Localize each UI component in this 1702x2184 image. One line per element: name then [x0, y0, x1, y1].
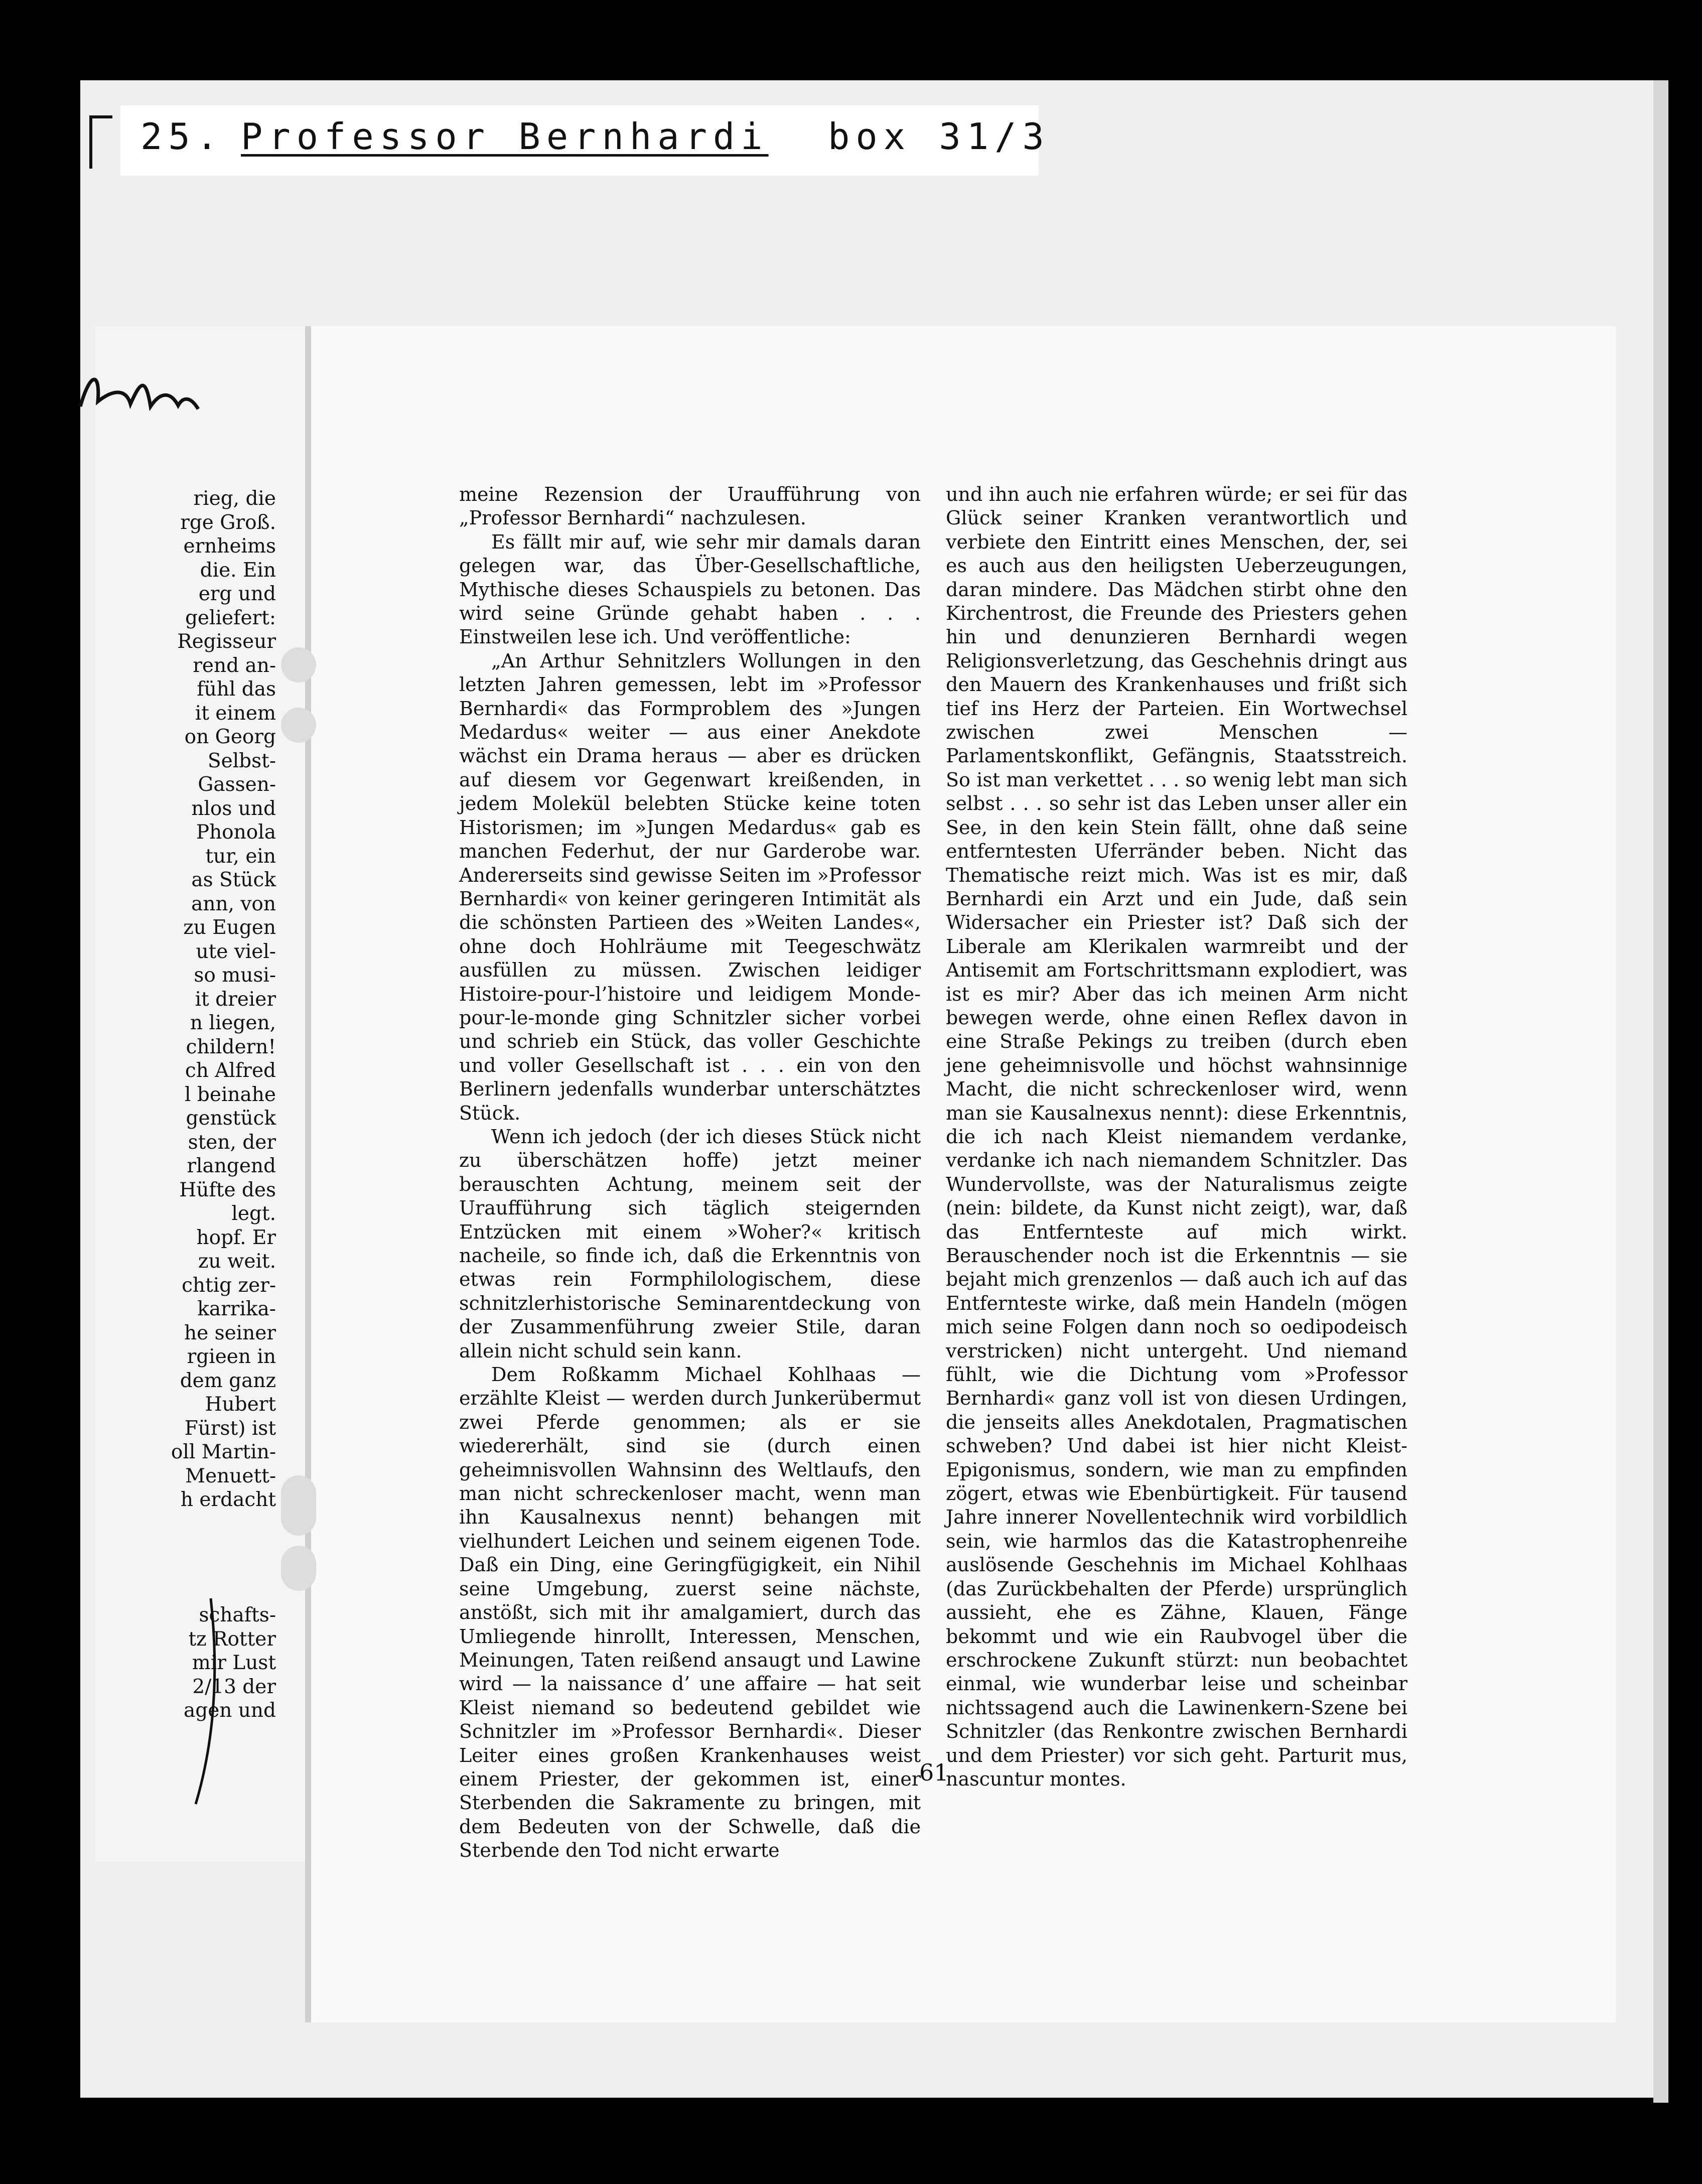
clipping-line: it dreier — [195, 988, 276, 1011]
clipping-line: fühl das — [197, 678, 276, 701]
page-mark — [281, 1475, 316, 1536]
clipping-line: rend an- — [193, 654, 276, 677]
page-mark — [281, 647, 316, 682]
sheet-edge — [1653, 80, 1668, 2103]
clipping-line: Fürst) ist — [184, 1417, 276, 1440]
clipping-line: genstück — [186, 1107, 276, 1130]
article-paragraph: und ihn auch nie erfahren würde; er sei für das Glück seiner Kranken verantwortlich und verbiete den Eintritt eines Menschen, der, sei es auch aus den heiligsten Ueberzeugungen, daran mindere. Das Mädchen stirbt ohne den Kirchentrost, die Freunde des Priesters gehen hin und denunzieren Bernhardi wegen Religionsverletzung, das Geschehnis dringt aus den Mauern des Krankenhauses und frißt sich tief ins Herz der Parteien. Ein Wortwechsel zwischen zwei Menschen — Parlamentskonflikt, Gefängnis, Staatsstreich. So ist man verkettet . . . so wenig lebt man sich selbst . . . so sehr ist das Leben unser aller ein See, in den kein Stein fällt, ohne daß seine entferntesten Uferränder beben. Nicht das Thematische reizt mich. Was ist es mir, daß Bernhardi ein Arzt und ein Jude, daß sein Widersacher ein Priester ist? Daß sich der Liberale am Klerikalen warmreibt und der Antisemit am Fortschrittsmann explodiert, was ist es mir? Aber das ich meinen Arm nicht bewegen werde, ohne einen Reflex davon in eine Straße Pekings zu treiben (durch eben jene geheimnisvolle und höchst wahnsinnige Macht, die nicht schreckenloser wird, wenn man sie Kausalnexus nennt): diese Erkenntnis, die ich nach Kleist niemandem verdanke, verdanke ich nach niemandem Schnitzler. Das Wundervollste, was der Naturalismus zeigte (nein: bildete, da Kunst nicht zeigt), war, daß das Entfernteste auf mich wirkt. Berauschender noch ist die Erkenntnis — sie bejaht mich grenzenlos — daß auch ich auf das Entfernteste wirke, daß mein Handeln (mögen mich seine Folgen dann noch so oedipodeisch verstricken) nicht untergeht. Und niemand fühlt, wie die Dichtung vom »Professor Bernhardi« ganz voll ist von diesen Urdingen, die jenseits alles Anekdotalen, Pragmatischen schweben? Und dabei ist hier nicht Kleist-Epigonismus, sondern, wie man zu empfinden zögert, etwas wie Ebenbürtigkeit. Für tausend Jahre innerer Novellentechnik wird vorbildlich sein, wie harmlos das die Katastrophenreihe auslösende Geschehnis im Michael Kohlhaas (das Zurückbehalten der Pferde) ursprünglich aussieht, ehe es Zähne, Klauen, Fänge bekommt und wie ein Raubvogel über die erschrockene Zukunft stürzt: nun beobachtet einmal, wie wunderbar leise und scheinbar nichtssagend auch die Lawinenkern-Szene bei Schnitzler (das Renkontre zwischen Bernhardi und dem Priester) vor sich geht. Parturit mus, nascuntur montes. — [946, 483, 1407, 1790]
clipping-line: l beinahe — [185, 1083, 276, 1106]
clipping-line: rlangend — [187, 1155, 276, 1177]
clipping-line: Phonola — [196, 821, 276, 844]
clipping-line: zu weit. — [198, 1250, 276, 1273]
clipping-line: Hubert — [205, 1393, 276, 1416]
clipping-line: nlos und — [191, 797, 276, 820]
clipping-line: hopf. Er — [196, 1226, 276, 1249]
clipping-line: legt. — [231, 1202, 276, 1225]
clipping-line: Gassen- — [198, 773, 276, 796]
clipping-line: n liegen, — [190, 1012, 276, 1034]
clipping-line: sten, der — [188, 1131, 276, 1154]
clipping-line: childern! — [186, 1035, 276, 1058]
pencil-bracket-mark — [191, 1596, 221, 1807]
clipping-line: schafts- — [199, 1604, 276, 1626]
clipping-line: he seiner — [184, 1321, 276, 1344]
clipping-line: ch Alfred — [185, 1059, 276, 1082]
clipping-line: Regisseur — [177, 630, 276, 653]
clipping-line: mir Lust — [192, 1652, 276, 1674]
clipping-line: geliefert: — [185, 606, 276, 629]
article-paragraph: „An Arthur Sehnitzlers Wollungen in den letzten Jahren gemessen, lebt im »Professor Bernhardi« das Formproblem des »Jungen Medardus« weiter — aus einer Anekdote wächst ein Drama heraus — aber es drücken auf diesem vor Gegenwart kreißenden, in jedem Molekül belebten Stücke keine toten Historismen; im »Jungen Medardus« gab es manchen Federhut, der nur Garderobe war. Andererseits sind gewisse Seiten im »Professor Bernhardi« von keiner geringeren Intimität als die schönsten Partieen des »Weiten Landes«, ohne doch Hohlräume mit Teegeschwätz ausfüllen zu müssen. Zwischen leidiger Histoire-pour-l’histoire und leidigem Monde-pour-le-monde ging Schnitzler sicher vorbei und schrieb ein Stück, das voller Geschichte und voller Gesellschaft ist . . . ein von den Berlinern jedenfalls wunderbar unterschätztes Stück. — [459, 649, 921, 1124]
clipping-line: as Stück — [191, 869, 276, 891]
clipping-line: karrika- — [197, 1298, 276, 1320]
clipping-line: rge Groß. — [180, 511, 276, 534]
clipping-line: dem ganz — [180, 1369, 276, 1392]
article-paragraph: Wenn ich jedoch (der ich dieses Stück nicht zu überschätzen hoffe) jetzt meiner berauschten Achtung, meinem seit der Uraufführung sich täglich steigernden Entzücken mit einem »Woher?« kritisch nacheile, so finde ich, daß die Erkenntnis von etwas rein Formphilologischem, diese schnitzlerhistorische Seminarentdeckung von der Zusammenführung zweier Stile, daran allein nicht schuld sein kann. — [459, 1125, 921, 1362]
label-box: box 31/3 — [828, 115, 1050, 158]
article-paragraph: Es fällt mir auf, wie sehr mir damals daran gelegen war, das Über-Gesellschaftliche, Mythische dieses Schauspiels zu betonen. Das wird seine Gründe gehabt haben . . . Einstweilen lese ich. Und veröffentliche: — [459, 530, 921, 648]
page-mark — [281, 708, 316, 743]
clipping-line: die. Ein — [200, 559, 276, 582]
clipping-line: 2/13 der — [192, 1675, 276, 1698]
back-clipping-lines — [95, 487, 276, 1512]
clipping-line: zu Eugen — [183, 916, 276, 939]
handwriting-fragment — [70, 361, 201, 422]
article-left-column — [459, 483, 921, 1863]
clipping-line: oll Martin- — [171, 1441, 276, 1463]
page-number: 61 — [919, 1759, 949, 1786]
label-number: 25. — [140, 115, 224, 158]
clipping-line: ute viel- — [196, 940, 276, 963]
article-paragraph: Dem Roßkamm Michael Kohlhaas — erzählte Kleist — werden durch Junkerübermut zwei Pferde genommen; als er sie wiedererhält, sind sie (durch einen geheimnisvollen Wahnsinn des Weltlaufs, den man nicht schreckenloser macht, wenn man ihn Kausalnexus nennt) behangen mit vielhundert Leichen und seinem eigenen Tode. Daß ein Ding, eine Geringfügigkeit, ein Nihil seine Umgebung, zuerst seine nächste, anstößt, sich mit ihr amalgamiert, durch das Umliegende hinrollt, Interessen, Menschen, Meinungen, Taten reißend ansaugt und Lawine wird — la naissance d’ une affaire — hat seit Kleist niemand so bedeutend gebildet wie Schnitzler im »Professor Bernhardi«. Dieser Leiter eines großen Krankenhauses weist einem Priester, der gekommen ist, einer Sterbenden die Sakramente zu bringen, mit dem Bedeuten von der Schwelle, daß die Sterbende den Tod nicht erwarte — [459, 1363, 921, 1862]
clipping-line: it einem — [195, 702, 276, 725]
clipping-line: chtig zer- — [182, 1274, 276, 1297]
clipping-line: Selbst- — [207, 749, 276, 772]
clipping-line: tur, ein — [205, 845, 276, 868]
clipping-line: so musi- — [194, 964, 276, 987]
label-title: Professor Bernhardi — [241, 115, 769, 158]
page-mark — [281, 1546, 316, 1591]
clipping-line: Menuett- — [185, 1464, 276, 1487]
clipping-line: rgieen in — [187, 1345, 276, 1368]
label-bracket-mark — [89, 115, 112, 169]
clipping-line: on Georg — [184, 726, 276, 748]
back-clipping-lines-bottom — [95, 1603, 276, 1723]
clipping-line: tz Rotter — [188, 1627, 276, 1651]
clipping-line: agen und — [183, 1699, 276, 1722]
clipping-line: erg und — [198, 583, 276, 605]
clipping-line: Hüfte des — [179, 1178, 276, 1201]
clipping-line: h erdacht — [180, 1488, 276, 1511]
clipping-line: ann, von — [191, 892, 276, 915]
article-paragraph: meine Rezension der Uraufführung von „Professor Bernhardi“ nachzulesen. — [459, 483, 921, 529]
clipping-line: ernheims — [183, 535, 276, 558]
article-right-column — [946, 483, 1407, 1791]
clipping-line: rieg, die — [193, 487, 276, 510]
